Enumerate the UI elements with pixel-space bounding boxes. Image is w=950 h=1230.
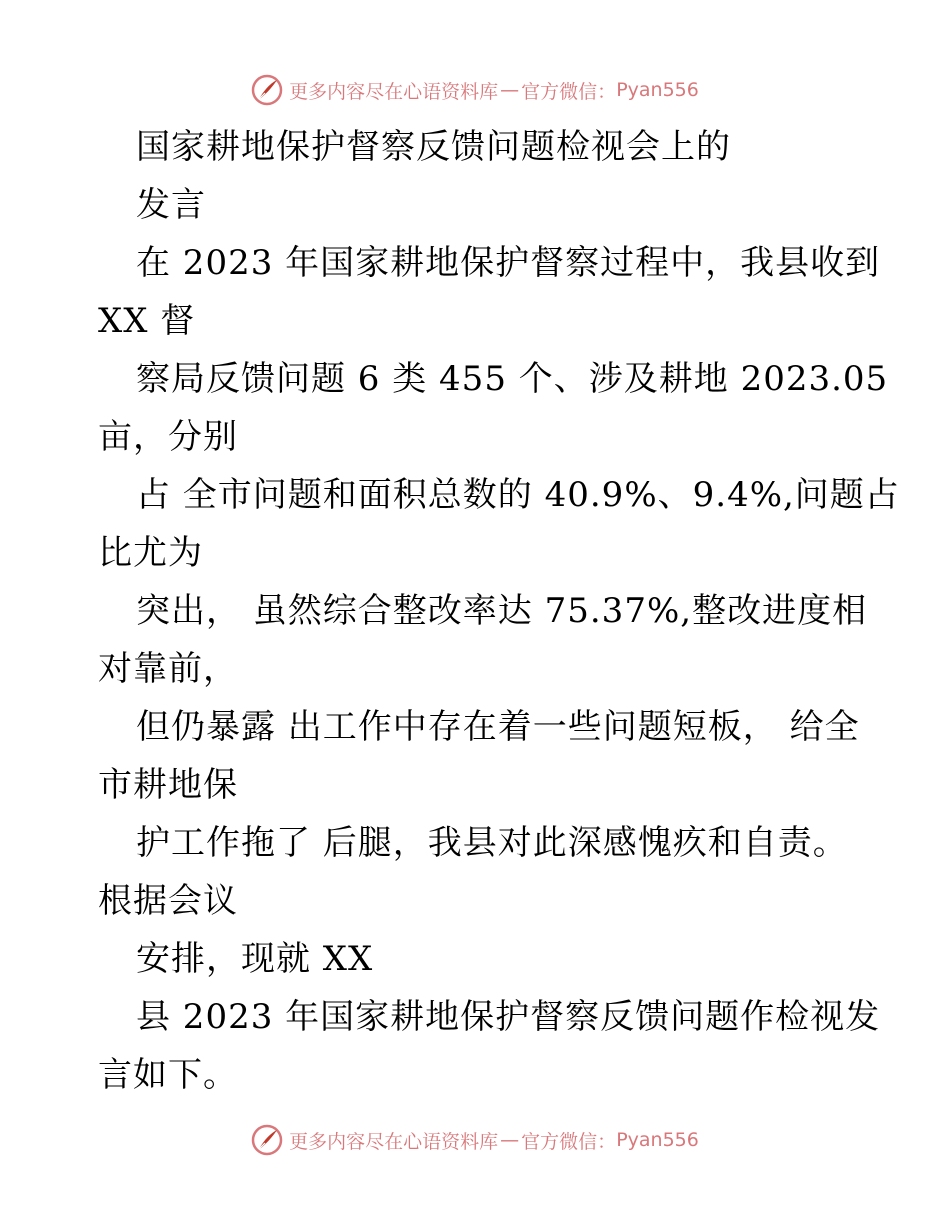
watermark-text: 更多内容尽在心语资料库 <box>289 1130 499 1153</box>
watermark-label: 官方微信： <box>521 1130 617 1153</box>
header-watermark <box>0 70 950 110</box>
watermark-separator: — <box>500 1129 520 1151</box>
document-body <box>0 118 950 1104</box>
text-line: 突出， 虽然综合整改率达 75.37%,整改进度相 <box>136 591 868 631</box>
watermark-id: Pyan556 <box>616 79 699 101</box>
text-line: 在 2023 年国家耕地保护督察过程中，我县收到 <box>136 243 881 283</box>
text-line: 市耕地保 <box>98 765 238 805</box>
text-line: 亩，分别 <box>98 417 238 457</box>
watermark-separator: — <box>500 79 520 101</box>
feather-logo-icon <box>251 74 283 106</box>
text-line: 县 2023 年国家耕地保护督察反馈问题作检视发 <box>136 997 881 1037</box>
text-line: 根据会议 <box>98 881 238 921</box>
watermark-id: Pyan556 <box>616 1129 699 1151</box>
watermark-text: 更多内容尽在心语资料库 <box>289 80 499 103</box>
text-line: 国家耕地保护督察反馈问题检视会上的 <box>136 127 731 167</box>
text-line: 护工作拖了 后腿，我县对此深感愧疚和自责。 <box>136 823 848 863</box>
text-line: 察局反馈问题 6 类 455 个、涉及耕地 2023.05 <box>136 359 889 399</box>
text-line: 比尤为 <box>98 533 203 573</box>
footer-watermark <box>0 1120 950 1160</box>
text-line: 但仍暴露 出工作中存在着一些问题短板， 给全 <box>136 707 860 747</box>
text-line: 发言 <box>136 185 206 225</box>
feather-logo-icon <box>251 1124 283 1156</box>
text-line: 占 全市问题和面积总数的 40.9%、9.4%,问题占 <box>136 475 900 515</box>
text-line: XX 督 <box>98 301 196 341</box>
text-line: 安排，现就 XX <box>136 939 374 979</box>
text-line: 言如下。 <box>98 1055 238 1095</box>
watermark-label: 官方微信： <box>521 80 617 103</box>
text-line: 对靠前， <box>98 649 238 689</box>
